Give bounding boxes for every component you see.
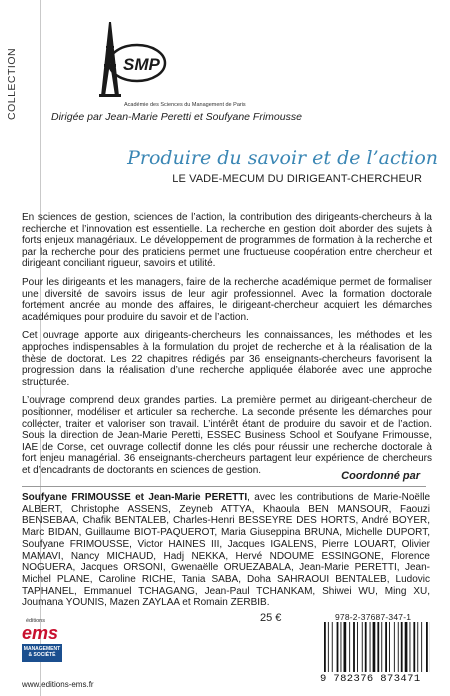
- publisher-website: www.editions-ems.fr: [22, 680, 94, 689]
- blurb-paragraph: En sciences de gestion, sciences de l’action, la contribution des dirigeants-chercheurs à la recherche et l’innovation est essentielle. La recherche en gestion doit aborder des sujets à forts enjeux managériaux. Le développement de programmes de formation à la recherche et par la recherche pour des praticiens permet une fructueuse coopération entre chercheur et dirigeant conciliant rigueur, savoirs et utilité.: [22, 212, 432, 270]
- book-title: Produire du savoir et de l’action: [127, 147, 438, 169]
- publisher-label: éditions: [26, 618, 45, 624]
- blurb-paragraph: L’ouvrage comprend deux grandes parties. La première permet au dirigeant-chercheur de positionner, modéliser et articuler sa recherche. La seconde présente les démarches pour collecter, traiter et valoriser son travail. L’intérêt étant de produire du savoir et de l’action. Sous la direction de Jean-Marie Peretti, ESSEC Business School et Soufyane Frimousse, IAE de Corse, cet ouvrage collectif donne les clés pour réussir une recherche doctorale à fort enjeu managérial. 36 enseignants-chercheurs partagent leur expérience de chercheurs et d’encadrants de doctorants en sciences de gestion.: [22, 395, 432, 476]
- lead-editors: Soufyane FRIMOUSSE et Jean-Marie PERETTI: [22, 492, 248, 503]
- contributors: [22, 492, 430, 609]
- logo-wordmark: SMP: [123, 55, 160, 74]
- logo-caption: Académie des Sciences du Management de Paris: [124, 102, 246, 108]
- book-subtitle: LE VADE-MECUM DU DIRIGEANT-CHERCHEUR: [172, 173, 422, 185]
- barcode-icon: [318, 622, 430, 674]
- blurb-paragraph: Pour les dirigeants et les managers, faire de la recherche académique permet de formaliser une diversité de savoirs issus de leur agir professionnel. Avec la formation doctorale fortement ancrée au monde des affaires, le dirigeant-chercheur acquiert les démarches académiques pour produire du savoir et de l’action.: [22, 276, 432, 323]
- coordination-label: Coordonné par: [341, 470, 420, 482]
- smp-logo: [75, 18, 246, 108]
- isbn: 978-2-37687-347-1: [335, 612, 412, 622]
- divider: [22, 486, 426, 487]
- directed-by: Dirigée par Jean-Marie Peretti et Soufyane Frimousse: [51, 111, 302, 123]
- collection-label: COLLECTION: [6, 47, 18, 120]
- barcode-digits: 9 782376 873471: [320, 673, 421, 685]
- contributors-list: , avec les contributions de Marie-Noëlle ALBERT, Christophe ASSENS, Zeyneb ATTYA, Khaoula BEN MANSOUR, Faouzi BENSEBAA, Chafik BENTALEB, Charles-Henri BESSEYRE DES HORTS, André BOYER, Marc BIDAN, Guillaume BIOT-PAQUEROT, Maria Giuseppina BRUNA, Michelle DUPORT, Soufyane FRIMOUSSE, Victor HAINES III, Jacques IGALENS, Pierre LOUART, Olivier MAMAVI, Nancy MICHAUD, Hadj NEKKA, Hervé NDOUME ESSINGONE, Florence NOGUERA, Jacques ORSONI, Gwenaëlle ORUEZABALA, Jean-Marie PERETTI, Jean-Michel PLANE, Caroline RICHE, Tania SABA, Doha SAHRAOUI BENTALEB, Ludovic TAPHANEL, Emmanuel TCHAGANG, Jean-Paul TCHANKAM, Shiwei WU, Ming XU, Joumana YOUNIS, Mazen ZAYLAA et Romain ZERBIB.: [22, 492, 430, 609]
- eiffel-tower-icon: [75, 18, 195, 104]
- blurb-paragraph: Cet ouvrage apporte aux dirigeants-chercheurs les connaissances, les méthodes et les approches indispensables à la formulation du projet de recherche et à la réalisation de la thèse de doctorat. Les 22 chapitres rédigés par 36 enseignants-chercheurs favorisent la progression dans la réalisation d’une recherche appliquée élaborée avec une approche structurée.: [22, 330, 432, 388]
- publisher-logo: ems: [22, 623, 59, 643]
- price: 25 €: [260, 612, 282, 624]
- blurb: [22, 212, 432, 483]
- publisher-band: MANAGEMENT & SOCIÉTÉ: [22, 644, 62, 662]
